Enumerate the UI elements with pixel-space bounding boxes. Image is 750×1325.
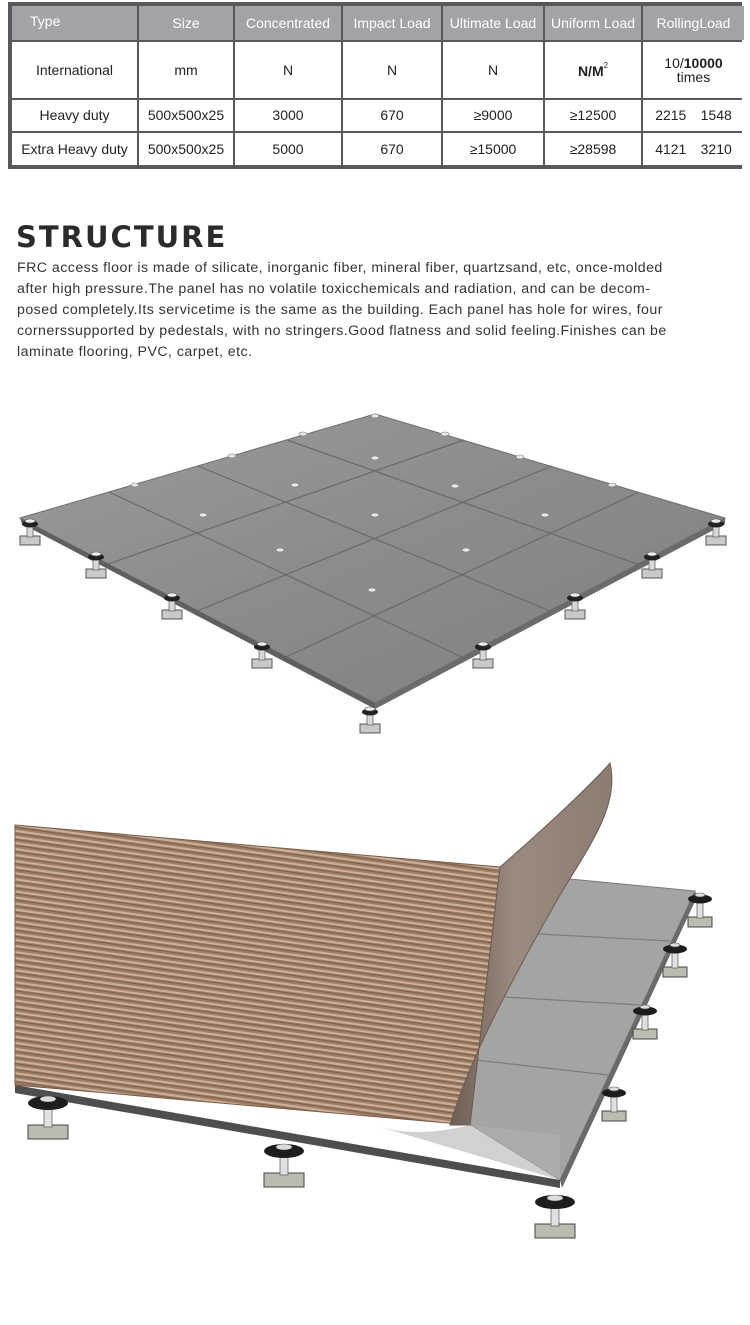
units-ultimate: N bbox=[443, 42, 543, 98]
row-impact: 670 bbox=[343, 100, 441, 132]
floor-finish-illustration bbox=[0, 755, 750, 1265]
row-size: 500x500x25 bbox=[139, 133, 233, 165]
description-line: posed completely.Its servicetime is the same as the building. Each panel has hole for wires, four bbox=[17, 302, 663, 318]
row-rolling-a: 2215 bbox=[655, 107, 687, 124]
row-uniform: ≥12500 bbox=[545, 100, 641, 132]
description-line: FRC access floor is made of silicate, inorganic fiber, mineral fiber, quartzsand, etc, once-molded bbox=[17, 260, 663, 276]
units-type: International bbox=[12, 42, 137, 98]
row-type: Extra Heavy duty bbox=[12, 133, 137, 165]
header-impact-load: Impact Load bbox=[343, 6, 441, 40]
units-uniform bbox=[545, 42, 641, 98]
units-uniform-sup: 2 bbox=[603, 60, 609, 70]
units-rolling-prefix: 10/ bbox=[664, 54, 684, 71]
row-size: 500x500x25 bbox=[139, 100, 233, 132]
units-rolling-suffix: times bbox=[676, 68, 711, 85]
units-concentrated: N bbox=[235, 42, 341, 98]
row-concentrated: 5000 bbox=[235, 133, 341, 165]
units-rolling bbox=[643, 42, 744, 98]
header-size: Size bbox=[139, 6, 233, 40]
table-units-row bbox=[12, 42, 744, 98]
header-concentrated: Concentrated bbox=[235, 6, 341, 40]
row-rolling-a: 4121 bbox=[655, 141, 687, 158]
structure-title: STRUCTURE bbox=[16, 220, 228, 254]
row-uniform: ≥28598 bbox=[545, 133, 641, 165]
description-line: after high pressure.The panel has no volatile toxicchemicals and radiation, and can be decom- bbox=[17, 281, 651, 297]
row-impact: 670 bbox=[343, 133, 441, 165]
table-row bbox=[12, 100, 744, 132]
table-row bbox=[12, 133, 744, 165]
row-rolling bbox=[643, 133, 744, 165]
row-rolling bbox=[643, 100, 744, 132]
row-ultimate: ≥9000 bbox=[443, 100, 543, 132]
description-line: laminate flooring, PVC, carpet, etc. bbox=[17, 344, 253, 360]
row-rolling-b: 1548 bbox=[700, 107, 732, 124]
header-rolling-load: RollingLoad bbox=[643, 6, 744, 40]
access-floor-panels-illustration bbox=[0, 400, 750, 750]
structure-description bbox=[17, 258, 719, 363]
header-ultimate-load: Ultimate Load bbox=[443, 6, 543, 40]
units-uniform-text: N/M bbox=[577, 62, 604, 79]
spec-table-grid bbox=[10, 4, 746, 167]
row-rolling-b: 3210 bbox=[700, 141, 732, 158]
spec-table bbox=[8, 2, 742, 169]
units-impact: N bbox=[343, 42, 441, 98]
row-ultimate: ≥15000 bbox=[443, 133, 543, 165]
description-line: cornerssupported by pedestals, with no stringers.Good flatness and solid feeling.Finishes can be bbox=[17, 323, 667, 339]
units-rolling-count: 10000 bbox=[683, 54, 723, 71]
header-uniform-load: Uniform Load bbox=[545, 6, 641, 40]
row-concentrated: 3000 bbox=[235, 100, 341, 132]
header-type: Type bbox=[12, 6, 137, 40]
row-type: Heavy duty bbox=[12, 100, 137, 132]
units-size: mm bbox=[139, 42, 233, 98]
table-header-row bbox=[12, 6, 744, 40]
